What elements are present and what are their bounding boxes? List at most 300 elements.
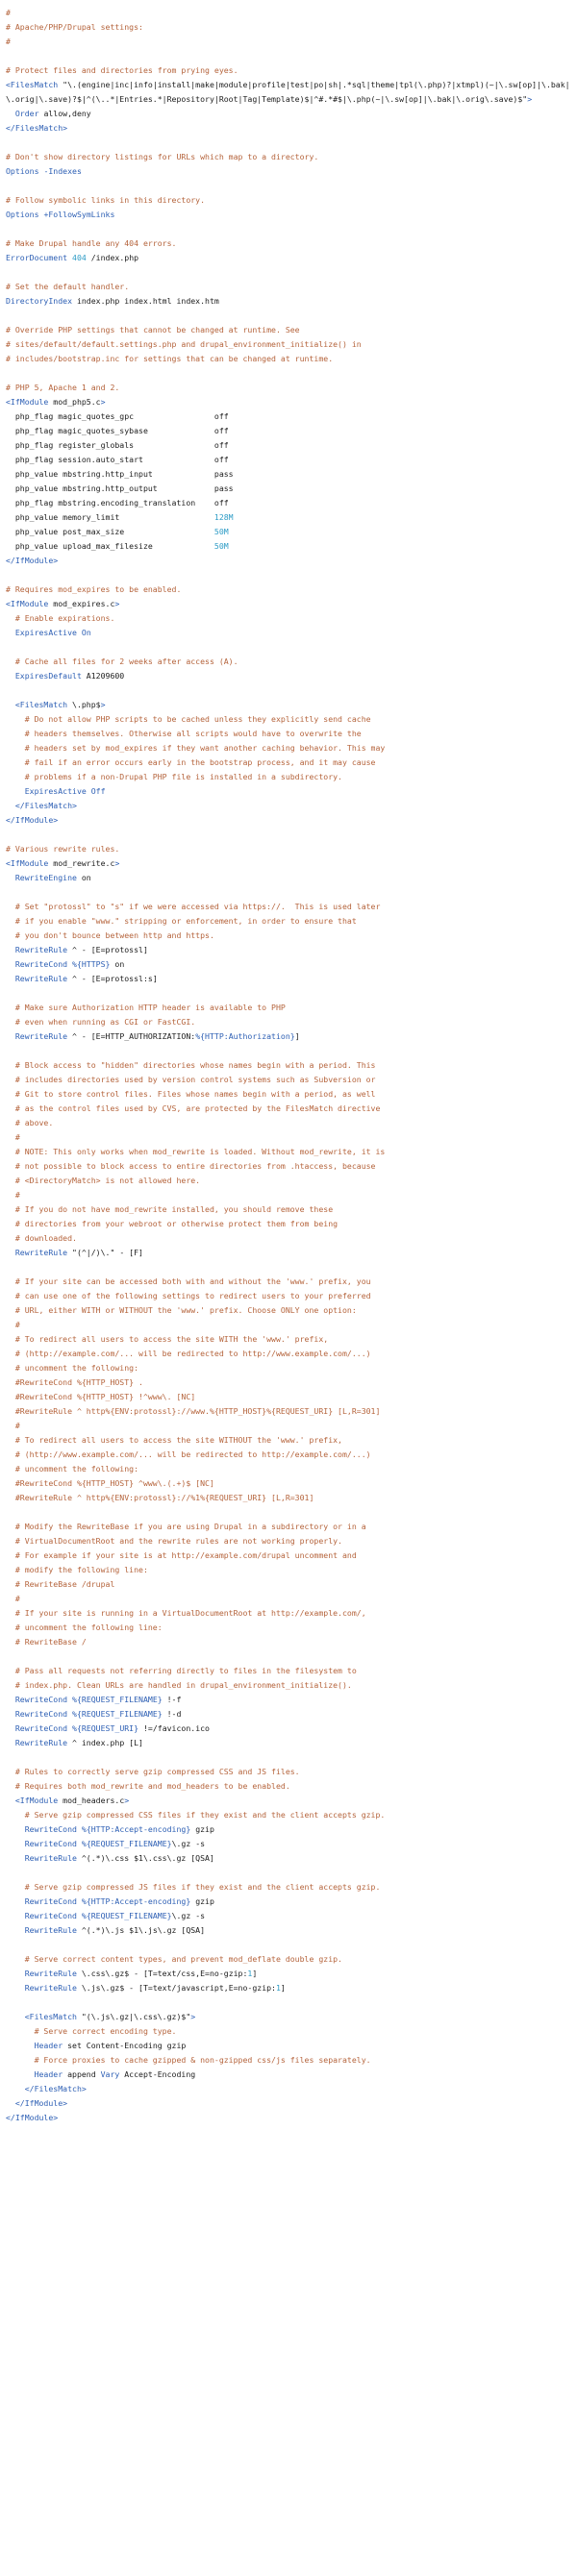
code-line: [6, 626, 571, 640]
directive-token: RewriteRule: [14, 1031, 68, 1041]
code-line: [6, 1361, 571, 1375]
text-token: php_value memory_limit: [6, 512, 214, 522]
code-line: [6, 35, 571, 49]
text-token: [6, 1695, 15, 1704]
text-token: mod_rewrite.c: [48, 858, 115, 868]
comment-token: # Various rewrite rules.: [6, 844, 120, 854]
text-token: !-f: [162, 1695, 182, 1704]
comment-token: # downloaded.: [6, 1233, 77, 1243]
code-line: [6, 611, 571, 626]
code-line: [6, 885, 571, 900]
text-token: [6, 1911, 25, 1920]
code-line: [6, 842, 571, 856]
code-line: [6, 1678, 571, 1693]
comment-token: # Git to store control files. Files whose names begin with a period, as well: [6, 1089, 376, 1099]
directive-token: >: [114, 858, 120, 868]
directive-token: RewriteRule: [14, 1248, 68, 1257]
text-token: !=/favicon.ico: [138, 1723, 210, 1733]
code-line: [6, 1779, 571, 1794]
code-line: [6, 539, 571, 554]
code-line: [6, 179, 571, 193]
comment-token: # Serve gzip compressed CSS files if they exist and the client accepts gzip.: [6, 1810, 386, 1820]
directive-token: </IfModule>: [6, 2113, 59, 2122]
comment-token: # Do not allow PHP scripts to be cached unless they explicitly send cache: [6, 714, 371, 724]
code-line: [6, 1029, 571, 1044]
code-line: [6, 1289, 571, 1303]
code-line: [6, 2068, 571, 2082]
directive-token: %{REQUEST_FILENAME}: [81, 1911, 172, 1920]
code-line: [6, 309, 571, 323]
directive-token: RewriteCond: [14, 1709, 68, 1719]
text-token: A1209600: [81, 671, 125, 681]
code-line: [6, 1159, 571, 1174]
code-line: [6, 1621, 571, 1635]
code-line: [6, 1563, 571, 1577]
code-line: [6, 265, 571, 280]
comment-token: #: [6, 1132, 20, 1142]
directive-token: %{REQUEST_FILENAME}: [72, 1695, 163, 1704]
code-line: [6, 1116, 571, 1130]
directive-token: <IfModule: [6, 397, 49, 407]
comment-token: # If your site can be accessed both with and without the 'www.' prefix, you: [6, 1276, 371, 1286]
comment-token: # Set the default handler.: [6, 282, 130, 291]
code-line: [6, 1318, 571, 1332]
code-line: [6, 366, 571, 381]
code-line: [6, 1102, 571, 1116]
comment-token: #RewriteCond %{HTTP_HOST} !^www\. [NC]: [6, 1392, 196, 1401]
code-line: [6, 1765, 571, 1779]
comment-token: #RewriteCond %{HTTP_HOST} ^www\.(.+)$ [NC]: [6, 1478, 214, 1488]
directive-token: +FollowSymLinks: [43, 210, 115, 219]
text-token: [6, 974, 15, 983]
code-line: [6, 121, 571, 136]
code-line: [6, 424, 571, 438]
text-token: [6, 700, 15, 709]
code-line: [6, 438, 571, 453]
code-line: [6, 1375, 571, 1390]
code-line: [6, 1822, 571, 1837]
code-line: [6, 1188, 571, 1202]
comment-token: #: [6, 8, 11, 17]
code-line: [6, 1606, 571, 1621]
directive-token: >: [100, 700, 106, 709]
code-line: [6, 1246, 571, 1260]
directive-token: <IfModule: [6, 599, 49, 608]
text-token: \.js\.gz$ - [T=text/javascript,E=no-gzip:: [76, 1983, 276, 1993]
text-token: [6, 1853, 25, 1863]
code-line: [6, 755, 571, 770]
directive-token: Header: [34, 2069, 63, 2079]
comment-token: # index.php. Clean URLs are handled in drupal_environment_initialize().: [6, 1680, 352, 1690]
text-token: [6, 1031, 15, 1041]
code-line: [6, 1087, 571, 1102]
directive-token: %{HTTPS}: [72, 959, 111, 969]
code-line: [6, 1217, 571, 1231]
code-line: [6, 799, 571, 813]
comment-token: # Follow symbolic links in this directory.: [6, 195, 206, 205]
directive-token: RewriteRule: [24, 1983, 77, 1993]
text-token: ^ - [E=HTTP_AUTHORIZATION:: [67, 1031, 196, 1041]
code-line: [6, 712, 571, 727]
comment-token: # RewriteBase /drupal: [6, 1579, 115, 1589]
code-line: [6, 525, 571, 539]
directive-token: Off: [90, 786, 106, 796]
directive-token: <IfModule: [14, 1796, 59, 1805]
code-line: [6, 957, 571, 972]
code-line: [6, 986, 571, 1001]
directive-token: RewriteCond: [24, 1839, 77, 1848]
directive-token: RewriteEngine: [14, 873, 77, 882]
directive-token: ExpiresDefault: [14, 671, 82, 681]
comment-token: # Requires mod_expires to be enabled.: [6, 584, 182, 594]
directive-token: </IfModule>: [14, 2098, 68, 2108]
code-line: [6, 1693, 571, 1707]
text-token: php_flag mbstring.encoding_translation off: [6, 498, 229, 508]
text-token: php_value mbstring.http_output pass: [6, 483, 234, 493]
code-line: [6, 78, 571, 107]
code-line: [6, 597, 571, 611]
code-line: [6, 1808, 571, 1822]
code-line: [6, 1448, 571, 1462]
code-line: [6, 2082, 571, 2096]
code-line: [6, 510, 571, 525]
comment-token: # Override PHP settings that cannot be changed at runtime. See: [6, 325, 300, 334]
comment-token: # modify the following line:: [6, 1565, 148, 1574]
directive-token: >: [100, 397, 106, 407]
text-token: php_flag session.auto_start off: [6, 455, 229, 464]
directive-token: <FilesMatch: [24, 2012, 77, 2021]
comment-token: # fail if an error occurs early in the bootstrap process, and it may cause: [6, 757, 376, 767]
directive-token: >: [124, 1796, 130, 1805]
code-line: [6, 1174, 571, 1188]
code-line: [6, 1130, 571, 1145]
code-line: [6, 453, 571, 467]
code-line: [6, 683, 571, 698]
code-line: [6, 193, 571, 208]
comment-token: #RewriteCond %{HTTP_HOST} .: [6, 1377, 143, 1387]
comment-token: # even when running as CGI or FastCGI.: [6, 1017, 196, 1027]
code-line: [6, 208, 571, 222]
code-line: [6, 669, 571, 683]
directive-token: RewriteRule: [14, 1738, 68, 1747]
number-token: 404: [72, 253, 87, 262]
text-token: [6, 1796, 15, 1805]
code-line: [6, 1275, 571, 1289]
code-line: [6, 20, 571, 35]
code-line: [6, 640, 571, 655]
code-line: [6, 871, 571, 885]
code-line: [6, 251, 571, 265]
directive-token: On: [81, 628, 91, 637]
comment-token: #RewriteRule ^ http%{ENV:protossl}://www.%{HTTP_HOST}%{REQUEST_URI} [L,R=301]: [6, 1406, 381, 1416]
directive-token: RewriteCond: [14, 1723, 68, 1733]
comment-token: # uncomment the following:: [6, 1464, 139, 1474]
code-line: [6, 1577, 571, 1592]
directive-token: ExpiresActive: [14, 628, 77, 637]
code-line: [6, 698, 571, 712]
code-line: [6, 1073, 571, 1087]
comment-token: #: [6, 1421, 20, 1430]
text-token: php_value mbstring.http_input pass: [6, 469, 234, 479]
directive-token: Options: [6, 166, 39, 176]
number-token: 50M: [213, 527, 229, 536]
comment-token: # To redirect all users to access the site WITH the 'www.' prefix,: [6, 1334, 329, 1344]
code-line: [6, 1967, 571, 1981]
code-line: [6, 2111, 571, 2125]
number-token: 1: [275, 1983, 281, 1993]
code-line: [6, 1231, 571, 1246]
text-token: gzip: [190, 1824, 214, 1834]
code-line: [6, 1419, 571, 1433]
directive-token: RewriteCond: [24, 1824, 77, 1834]
directive-token: ExpiresActive: [24, 786, 87, 796]
text-token: php_flag register_globals off: [6, 440, 229, 450]
code-line: [6, 1866, 571, 1880]
code-line: [6, 1001, 571, 1015]
code-line: [6, 1347, 571, 1361]
text-token: "\.(engine|inc|info|install|make|module|profile|test|po|sh|.*sql|theme|tpl(\.php)?|xtmpl)(~|\.sw[op]|\.bak|\.orig|\.save)?$|^(\..*|Entries.*|Repository|Root|Tag|Template)$|^#.*#$|\.php(~|\.sw[op]|\.bak|\.orig\.save)$": [6, 80, 570, 104]
comment-token: #RewriteRule ^ http%{ENV:protossl}://%1%{REQUEST_URI} [L,R=301]: [6, 1493, 314, 1502]
text-token: ^ index.php [L]: [67, 1738, 143, 1747]
comment-token: #: [6, 37, 11, 46]
code-line: [6, 741, 571, 755]
comment-token: # not possible to block access to entire directories from .htaccess, because: [6, 1161, 376, 1171]
text-token: [6, 671, 15, 681]
comment-token: # Serve correct encoding type.: [6, 2026, 177, 2036]
code-line: [6, 395, 571, 409]
directive-token: %{REQUEST_URI}: [72, 1723, 139, 1733]
directive-token: </FilesMatch>: [6, 123, 68, 133]
code-line: [6, 1520, 571, 1534]
directive-token: Header: [34, 2041, 63, 2050]
directive-token: RewriteCond: [14, 1695, 68, 1704]
code-line: [6, 2039, 571, 2053]
text-token: ^ - [E=protossl]: [67, 945, 148, 954]
text-token: [6, 2041, 35, 2050]
directive-token: Options: [6, 210, 39, 219]
directive-token: -Indexes: [43, 166, 82, 176]
comment-token: # Force proxies to cache gzipped & non-gzipped css/js files separately.: [6, 2055, 371, 2065]
comment-token: # problems if a non-Drupal PHP file is installed in a subdirectory.: [6, 772, 342, 781]
code-line: [6, 496, 571, 510]
text-token: "(\.js\.gz|\.css\.gz)$": [76, 2012, 191, 2021]
comment-token: # Make sure Authorization HTTP header is available to PHP: [6, 1003, 286, 1012]
code-line: [6, 2024, 571, 2039]
code-line: [6, 1202, 571, 1217]
text-token: [6, 2069, 35, 2079]
directive-token: %{REQUEST_FILENAME}: [81, 1839, 172, 1848]
comment-token: # To redirect all users to access the site WITHOUT the 'www.' prefix,: [6, 1435, 342, 1445]
code-line: [6, 136, 571, 150]
text-token: php_flag magic_quotes_sybase off: [6, 426, 229, 435]
text-token: \.gz -s: [171, 1839, 206, 1848]
code-line: [6, 2053, 571, 2068]
code-line: [6, 467, 571, 482]
text-token: ]: [294, 1031, 300, 1041]
code-line: [6, 1145, 571, 1159]
comment-token: # Don't show directory listings for URLs which map to a directory.: [6, 152, 319, 161]
code-line: [6, 409, 571, 424]
directive-token: <FilesMatch: [14, 700, 68, 709]
code-line: [6, 1462, 571, 1476]
text-token: "(^|/)\." - [F]: [67, 1248, 143, 1257]
comment-token: # Enable expirations.: [6, 613, 115, 623]
code-line: [6, 2010, 571, 2024]
directive-token: DirectoryIndex: [6, 296, 73, 306]
text-token: php_flag magic_quotes_gpc off: [6, 411, 229, 421]
code-line: [6, 784, 571, 799]
directive-token: >: [114, 599, 120, 608]
code-line: [6, 1404, 571, 1419]
code-line: [6, 63, 571, 78]
text-token: [6, 2084, 25, 2093]
text-token: mod_expires.c: [48, 599, 115, 608]
comment-token: # Make Drupal handle any 404 errors.: [6, 238, 177, 248]
code-line: [6, 1044, 571, 1058]
comment-token: # Requires both mod_rewrite and mod_headers to be enabled.: [6, 1781, 290, 1791]
directive-token: RewriteCond: [14, 959, 68, 969]
text-token: [6, 1738, 15, 1747]
comment-token: # If you do not have mod_rewrite installed, you should remove these: [6, 1204, 334, 1214]
text-token: \.gz -s: [171, 1911, 206, 1920]
directive-token: <IfModule: [6, 858, 49, 868]
code-line: [6, 280, 571, 294]
text-token: allow,deny: [38, 109, 91, 118]
comment-token: # uncomment the following:: [6, 1363, 139, 1373]
code-line: [6, 1548, 571, 1563]
code-line: [6, 828, 571, 842]
text-token: [6, 873, 15, 882]
text-token: [6, 2012, 25, 2021]
comment-token: # (http://example.com/... will be redirected to http://www.example.com/...): [6, 1349, 371, 1358]
code-line: [6, 1736, 571, 1750]
code-line: [6, 482, 571, 496]
code-line: [6, 856, 571, 871]
directive-token: %{HTTP:Accept-encoding}: [81, 1896, 191, 1906]
comment-token: # Protect files and directories from prying eyes.: [6, 65, 238, 75]
code-line: [6, 1635, 571, 1649]
comment-token: # as the control files used by CVS, are protected by the FilesMatch directive: [6, 1103, 381, 1113]
code-line: [6, 900, 571, 914]
text-token: !-d: [162, 1709, 182, 1719]
directive-token: %{HTTP:Accept-encoding}: [81, 1824, 191, 1834]
text-token: mod_headers.c: [58, 1796, 125, 1805]
comment-token: #: [6, 1320, 20, 1329]
code-line: [6, 1952, 571, 1967]
comment-token: # Block access to "hidden" directories whose names begin with a period. This: [6, 1060, 376, 1070]
text-token: [6, 945, 15, 954]
comment-token: #: [6, 1190, 20, 1200]
comment-token: # <DirectoryMatch> is not allowed here.: [6, 1176, 201, 1185]
code-line: [6, 554, 571, 568]
text-token: ]: [252, 1969, 258, 1978]
code-line: [6, 914, 571, 929]
comment-token: # Cache all files for 2 weeks after access (A).: [6, 656, 238, 666]
text-token: [6, 1248, 15, 1257]
comment-token: # Apache/PHP/Drupal settings:: [6, 22, 143, 32]
comment-token: # includes directories used by version control systems such as Subversion or: [6, 1075, 376, 1084]
comment-token: # Set "protossl" to "s" if we were accessed via https://. This is used later: [6, 902, 381, 911]
comment-token: # uncomment the following line:: [6, 1622, 163, 1632]
comment-token: # headers set by mod_expires if they want another caching behavior. This may: [6, 743, 386, 753]
comment-token: # Modify the RewriteBase if you are using Drupal in a subdirectory or in a: [6, 1522, 366, 1531]
code-line: [6, 1851, 571, 1866]
code-line: [6, 1649, 571, 1664]
directive-token: Vary: [100, 2069, 120, 2079]
code-line: [6, 1837, 571, 1851]
directive-token: RewriteRule: [24, 1925, 77, 1935]
text-token: index.php index.html index.htm: [72, 296, 219, 306]
text-token: [6, 628, 15, 637]
code-line: [6, 1938, 571, 1952]
code-line: [6, 1923, 571, 1938]
code-line: [6, 1505, 571, 1520]
code-line: [6, 727, 571, 741]
code-line: [6, 1332, 571, 1347]
code-line: [6, 1303, 571, 1318]
comment-token: # headers themselves. Otherwise all scripts would have to overwrite the: [6, 729, 362, 738]
code-line: [6, 337, 571, 352]
text-token: on: [76, 873, 91, 882]
code-line: [6, 1995, 571, 2010]
comment-token: # you don't bounce between http and https.: [6, 930, 214, 940]
comment-token: # Rules to correctly serve gzip compressed CSS and JS files.: [6, 1767, 300, 1776]
code-line: [6, 813, 571, 828]
code-line: [6, 1909, 571, 1923]
directive-token: RewriteCond: [24, 1911, 77, 1920]
code-line: [6, 352, 571, 366]
text-token: [6, 1824, 25, 1834]
code-line: [6, 164, 571, 179]
code-line: [6, 222, 571, 236]
code-line: [6, 1721, 571, 1736]
text-token: [6, 1896, 25, 1906]
text-token: on: [110, 959, 125, 969]
comment-token: # directories from your webroot or otherwise protect them from being: [6, 1219, 339, 1228]
comment-token: # (http://www.example.com/... will be redirected to http://example.com/...): [6, 1449, 371, 1459]
text-token: ]: [280, 1983, 286, 1993]
text-token: [6, 1839, 25, 1848]
code-line: [6, 1534, 571, 1548]
code-line: [6, 929, 571, 943]
number-token: 128M: [213, 512, 234, 522]
text-token: [6, 1723, 15, 1733]
code-line: [6, 1260, 571, 1275]
code-line: [6, 1476, 571, 1491]
code-line: [6, 294, 571, 309]
code-line: [6, 1390, 571, 1404]
comment-token: # URL, either WITH or WITHOUT the 'www.' prefix. Choose ONLY one option:: [6, 1305, 357, 1315]
text-token: [6, 1925, 25, 1935]
directive-token: RewriteCond: [24, 1896, 77, 1906]
text-token: php_value upload_max_filesize: [6, 541, 214, 551]
comment-token: #: [6, 1594, 20, 1603]
comment-token: # For example if your site is at http://example.com/drupal uncomment and: [6, 1550, 357, 1560]
comment-token: # PHP 5, Apache 1 and 2.: [6, 383, 120, 392]
comment-token: # NOTE: This only works when mod_rewrite is loaded. Without mod_rewrite, it is: [6, 1147, 386, 1156]
comment-token: # above.: [6, 1118, 54, 1127]
directive-token: </IfModule>: [6, 815, 59, 825]
comment-token: # If your site is running in a VirtualDocumentRoot at http://example.com/,: [6, 1608, 366, 1618]
text-token: /index.php: [86, 253, 139, 262]
code-line: [6, 107, 571, 121]
code-line: [6, 323, 571, 337]
text-token: [6, 959, 15, 969]
code-line: [6, 655, 571, 669]
code-line: [6, 49, 571, 63]
code-line: [6, 6, 571, 20]
directive-token: Order: [14, 109, 39, 118]
